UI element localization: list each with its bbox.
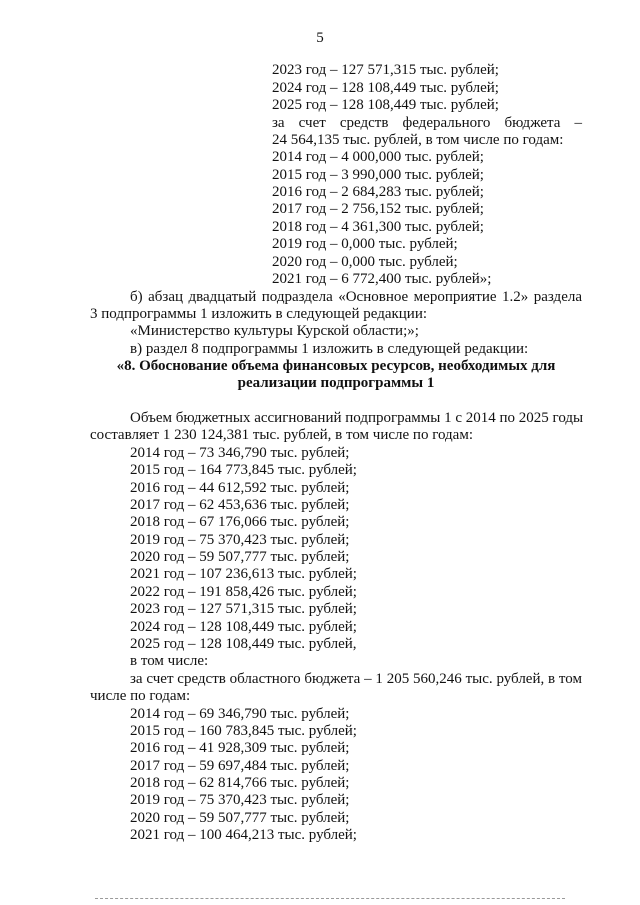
paragraph-v-line: в) раздел 8 подпрограммы 1 изложить в следующей редакции: (130, 341, 529, 357)
federal-intro-line: 24 564,135 тыс. рублей, в том числе по годам: (272, 132, 564, 148)
budget-line: 2016 год – 2 684,283 тыс. рублей; (272, 184, 484, 200)
in-that-label: в том числе: (130, 653, 209, 669)
federal-intro-line: за счет средств федерального бюджета – (272, 115, 582, 131)
budget-line: 2025 год – 128 108,449 тыс. рублей, (130, 636, 357, 652)
budget-line: 2020 год – 0,000 тыс. рублей; (272, 254, 458, 270)
budget-line: 2021 год – 107 236,613 тыс. рублей; (130, 566, 357, 582)
budget-line: 2014 год – 69 346,790 тыс. рублей; (130, 706, 350, 722)
budget-line: 2019 год – 75 370,423 тыс. рублей; (130, 792, 350, 808)
budget-line: 2024 год – 128 108,449 тыс. рублей; (130, 619, 357, 635)
budget-line: 2014 год – 4 000,000 тыс. рублей; (272, 149, 484, 165)
volume-line: Объем бюджетных ассигнований подпрограммы 1 с 2014 по 2025 годы (130, 410, 584, 426)
budget-line: 2023 год – 127 571,315 тыс. рублей; (272, 62, 499, 78)
regional-line: за счет средств областного бюджета – 1 205 560,246 тыс. рублей, в том (130, 671, 582, 687)
budget-line: 2020 год – 59 507,777 тыс. рублей; (130, 549, 350, 565)
budget-line: 2021 год – 6 772,400 тыс. рублей»; (272, 271, 492, 287)
paragraph-b-line: б) абзац двадцатый подраздела «Основное мероприятие 1.2» раздела (130, 289, 582, 305)
budget-line: 2020 год – 59 507,777 тыс. рублей; (130, 810, 350, 826)
budget-line: 2018 год – 62 814,766 тыс. рублей; (130, 775, 350, 791)
budget-line: 2023 год – 127 571,315 тыс. рублей; (130, 601, 357, 617)
section-heading: «8. Обоснование объема финансовых ресурсов, необходимых для (116, 358, 556, 374)
volume-line: составляет 1 230 124,381 тыс. рублей, в том числе по годам: (90, 427, 473, 443)
regional-line: числе по годам: (90, 688, 191, 704)
budget-line: 2024 год – 128 108,449 тыс. рублей; (272, 80, 499, 96)
paragraph-b-line: 3 подпрограммы 1 изложить в следующей редакции: (90, 306, 428, 322)
budget-line: 2017 год – 2 756,152 тыс. рублей; (272, 201, 484, 217)
budget-line: 2019 год – 0,000 тыс. рублей; (272, 236, 458, 252)
budget-line: 2015 год – 164 773,845 тыс. рублей; (130, 462, 357, 478)
budget-line: 2015 год – 3 990,000 тыс. рублей; (272, 167, 484, 183)
budget-line: 2014 год – 73 346,790 тыс. рублей; (130, 445, 350, 461)
budget-line: 2022 год – 191 858,426 тыс. рублей; (130, 584, 357, 600)
section-heading: реализации подпрограммы 1 (237, 375, 435, 391)
page-number: 5 (316, 30, 324, 46)
budget-line: 2017 год – 62 453,636 тыс. рублей; (130, 497, 350, 513)
quoted-text: «Министерство культуры Курской области;»; (130, 323, 419, 339)
budget-line: 2017 год – 59 697,484 тыс. рублей; (130, 758, 350, 774)
budget-line: 2018 год – 4 361,300 тыс. рублей; (272, 219, 484, 235)
budget-line: 2016 год – 44 612,592 тыс. рублей; (130, 480, 350, 496)
budget-line: 2016 год – 41 928,309 тыс. рублей; (130, 740, 350, 756)
scan-artifact-divider (95, 898, 565, 901)
budget-line: 2015 год – 160 783,845 тыс. рублей; (130, 723, 357, 739)
budget-line: 2018 год – 67 176,066 тыс. рублей; (130, 514, 350, 530)
budget-line: 2021 год – 100 464,213 тыс. рублей; (130, 827, 357, 843)
budget-line: 2025 год – 128 108,449 тыс. рублей; (272, 97, 499, 113)
budget-line: 2019 год – 75 370,423 тыс. рублей; (130, 532, 350, 548)
